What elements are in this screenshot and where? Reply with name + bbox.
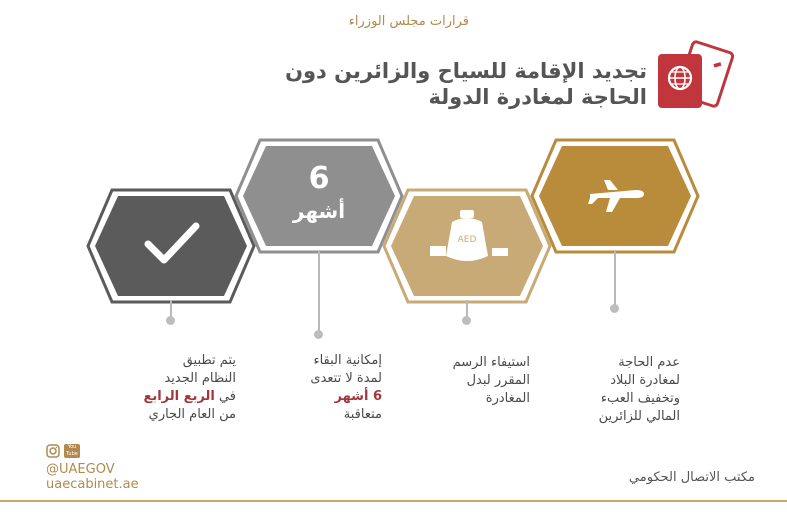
check-hexagon (84, 186, 258, 306)
youtube-icon[interactable]: You Tube (64, 444, 80, 458)
check-knob (166, 316, 175, 325)
months-knob (314, 330, 323, 339)
caption-line: من العام الجاري (148, 407, 236, 422)
plane-knob (610, 304, 619, 313)
caption-pre: في (214, 389, 236, 404)
website-link[interactable]: uaecabinet.ae (46, 477, 139, 492)
caption-line: متعاقبة (343, 407, 382, 422)
footer-line (0, 500, 787, 502)
social-handle[interactable]: @UAEGOV (46, 462, 115, 477)
plane-hexagon (528, 136, 702, 256)
caption-mixed-line (116, 388, 236, 406)
caption-line: إمكانية البقاء (313, 353, 382, 368)
months-caption (262, 352, 382, 424)
caption-line: المالي للزائرين (598, 409, 680, 424)
fee-caption (410, 354, 530, 408)
passport-icon (652, 40, 742, 112)
caption-line: يتم تطبيق (182, 353, 236, 368)
caption-line: المقرر لبدل (466, 373, 530, 388)
caption-line: النظام الجديد (164, 371, 236, 386)
plane-caption (560, 354, 680, 426)
months-word: أشهر (292, 199, 346, 223)
caption-highlight: الربع الرابع (143, 389, 215, 404)
plane-stem (614, 250, 616, 308)
caption-line: وتخفيف العبء (600, 391, 680, 406)
header-label: قرارات مجلس الوزراء (348, 14, 469, 29)
office-name: مكتب الاتصال الحكومي (628, 470, 755, 485)
caption-line: عدم الحاجة (618, 355, 680, 370)
title-line-1: تجديد الإقامة للسياح والزائرين دون (285, 59, 647, 83)
caption-line: المغادرة (485, 391, 530, 406)
instagram-icon[interactable] (46, 444, 60, 458)
check-caption (116, 352, 236, 424)
caption-line: لمغادرة البلاد (610, 373, 680, 388)
months-hexagon (232, 136, 406, 256)
title-line-2: الحاجة لمغادرة الدولة (428, 85, 647, 109)
currency-label: AED (457, 235, 477, 245)
fee-hexagon (380, 186, 554, 306)
months-stem (318, 250, 320, 334)
caption-line: لمدة لا تتعدى (310, 371, 382, 386)
caption-bold: 6 أشهر (334, 389, 382, 404)
page-title (227, 58, 647, 110)
months-number: 6 (308, 161, 330, 196)
caption-line: استيفاء الرسم (452, 355, 530, 370)
fee-knob (462, 316, 471, 325)
